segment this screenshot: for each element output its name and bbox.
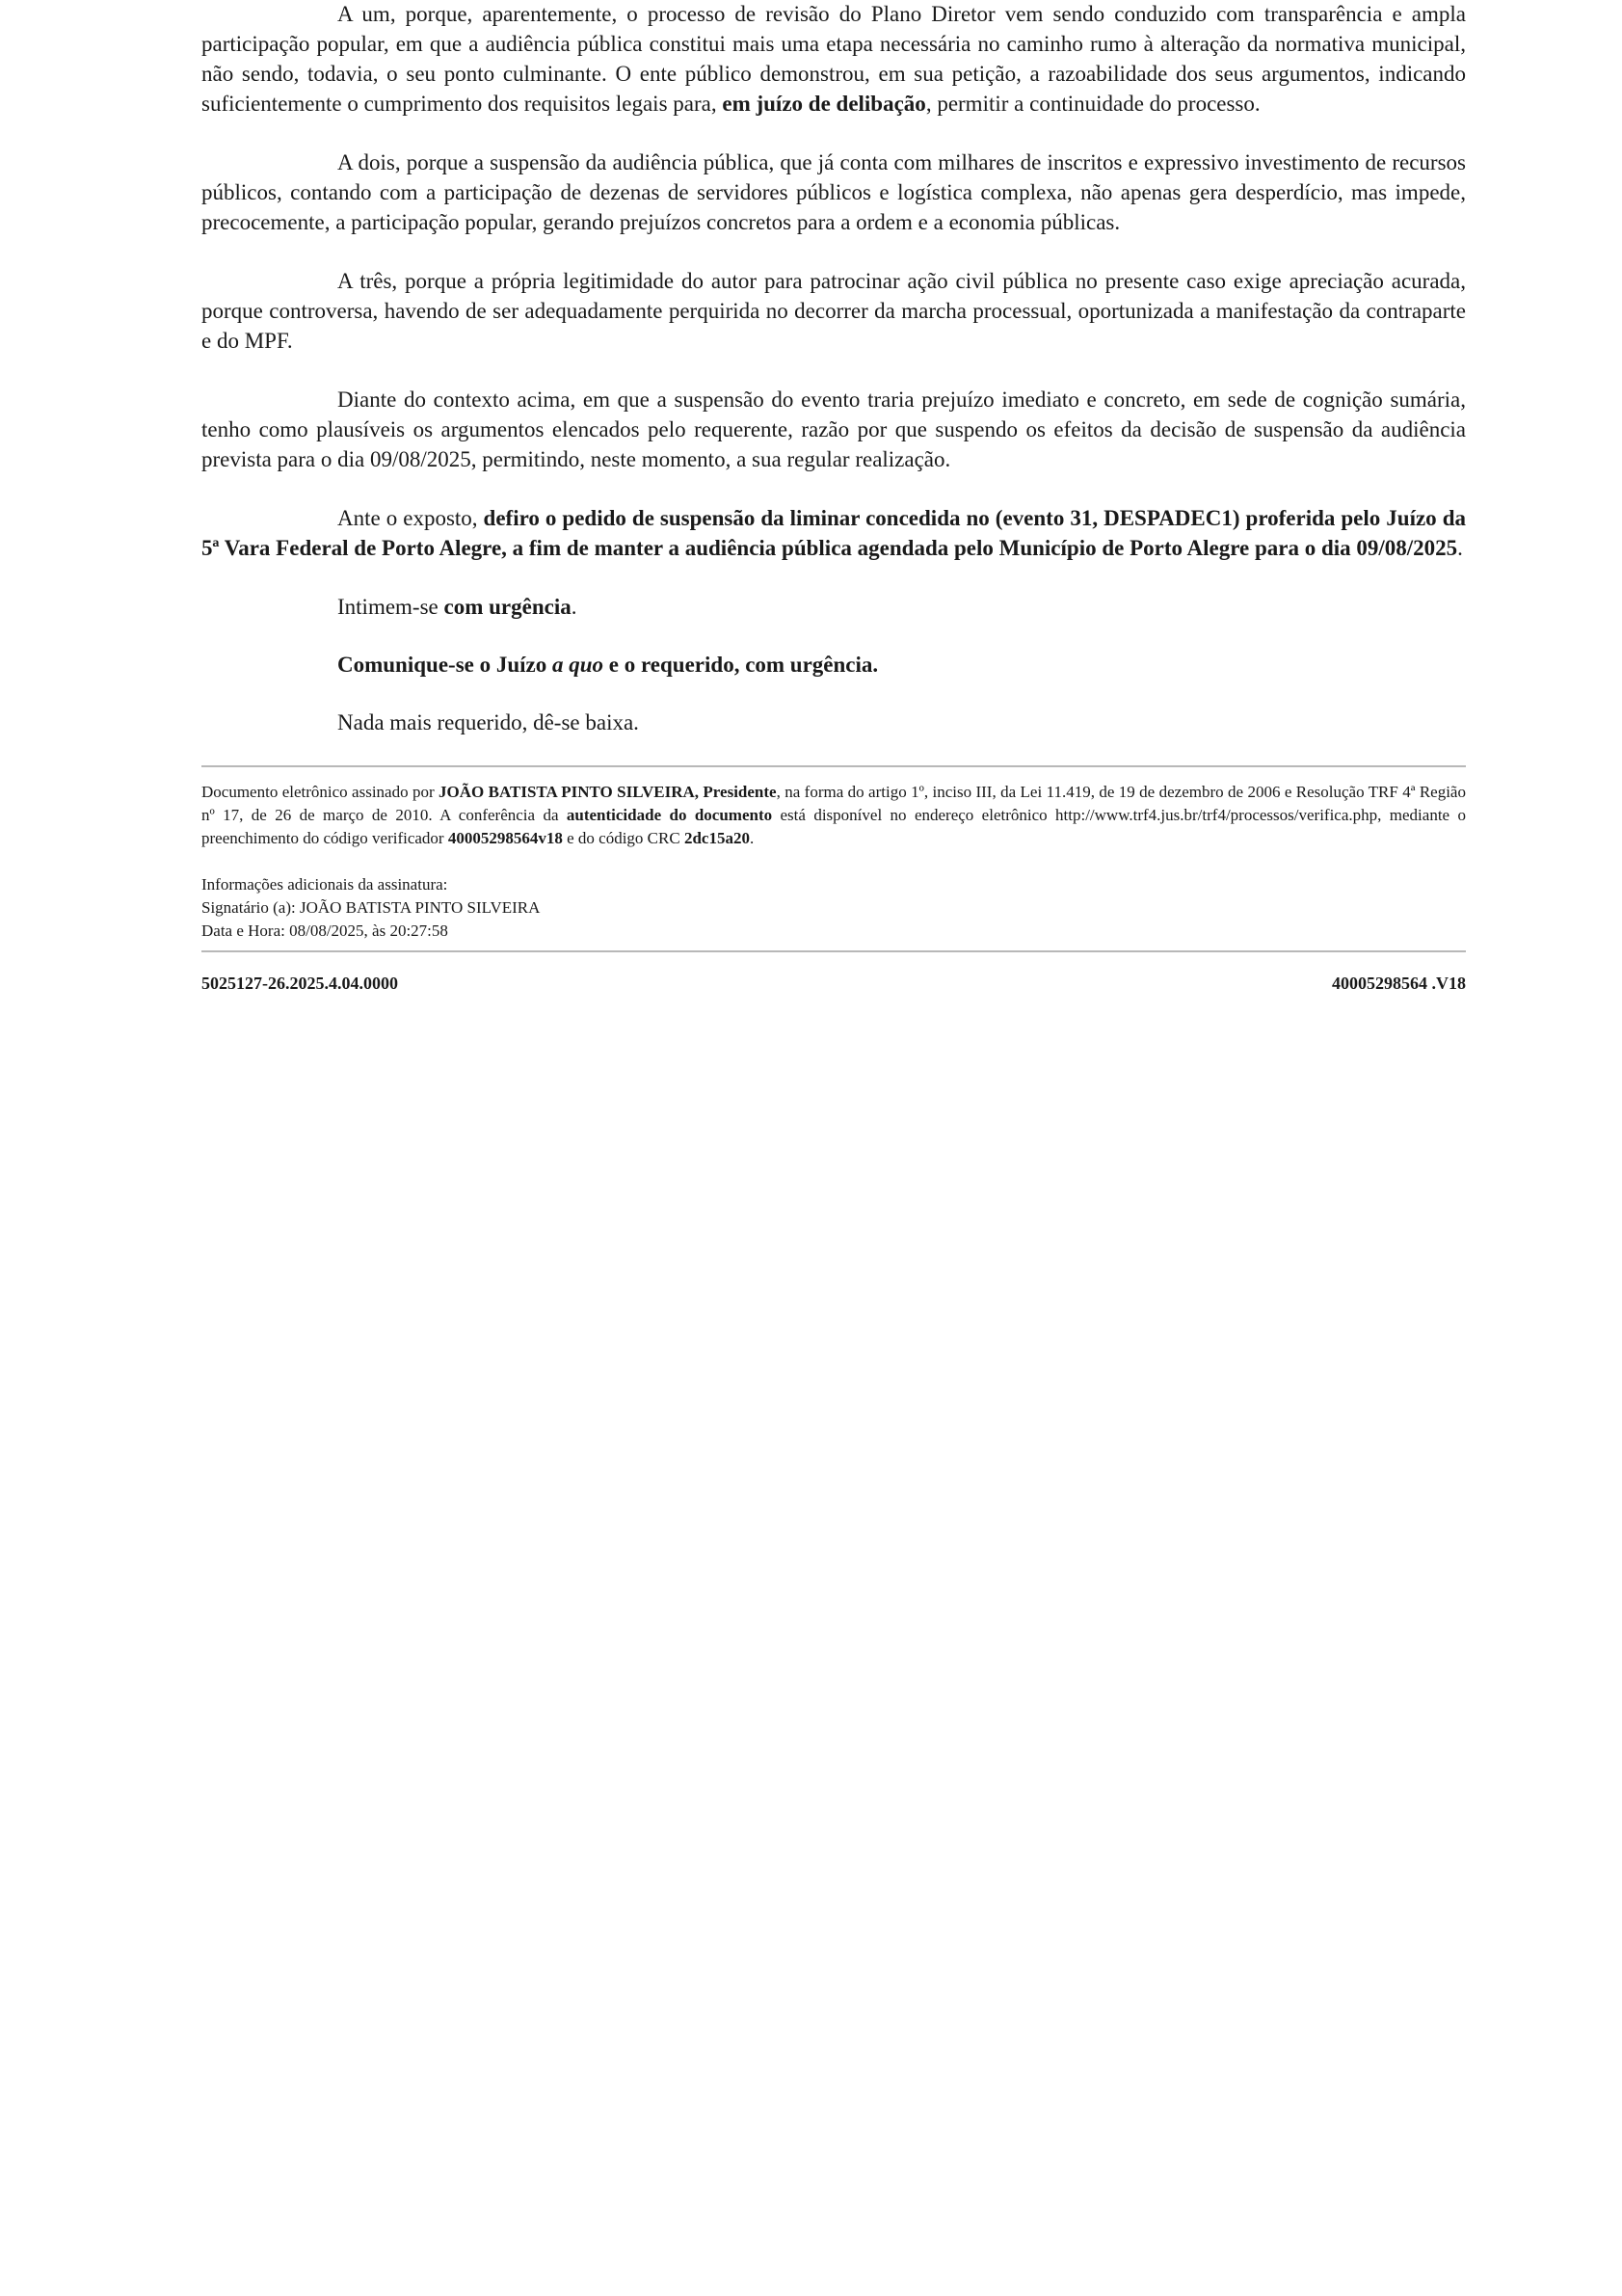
authenticity-label: autenticidade do documento bbox=[566, 806, 773, 824]
signature-text: , na forma do artigo 1º, inciso III, da Lei 11.419, de 19 de dezembro de 2006 e Resolução TRF 4ª Região nº 17, de 26 de março de 2010. A conferência da bbox=[201, 783, 1466, 824]
signature-text: está disponível no endereço eletrônico http://www.trf4.jus.br/trf4/processos/verifica.php, mediante o preenchimento do código verificador bbox=[201, 806, 1466, 847]
paragraph-text: Nada mais requerido, dê-se baixa. bbox=[337, 710, 639, 734]
crc-code: 2dc15a20 bbox=[683, 829, 750, 847]
paragraph-nada-mais bbox=[201, 707, 1466, 737]
signatory-line: Signatário (a): JOÃO BATISTA PINTO SILVEIRA bbox=[201, 898, 541, 917]
paragraph-ante-o-exposto bbox=[201, 503, 1466, 563]
document-code: 40005298564 .V18 bbox=[1332, 974, 1466, 993]
paragraph-text: A dois, porque a suspensão da audiência pública, que já conta com milhares de inscritos e expressivo investimento de recursos públicos, contando com a participação de dezenas de servidores públicos e logística complexa, não apenas gera desperdício, mas impede, precocemente, a participação popular, gerando prejuízos concretos para a ordem e a economia públicas. bbox=[201, 150, 1466, 234]
process-number: 5025127-26.2025.4.04.0000 bbox=[201, 974, 398, 993]
paragraph-bold-italic-text: a quo bbox=[552, 653, 604, 677]
paragraph-text: Diante do contexto acima, em que a suspensão do evento traria prejuízo imediato e concreto, em sede de cognição sumária, tenho como plausíveis os argumentos elencados pelo requerente, razão por que suspendo os efeitos da decisão de suspensão da audiência prevista para o dia 09/08/2025, permitindo, neste momento, a sua regular realização. bbox=[201, 387, 1466, 471]
signature-datetime: Data e Hora: 08/08/2025, às 20:27:58 bbox=[201, 921, 448, 940]
paragraph-text: . bbox=[571, 595, 577, 619]
signature-additional-info bbox=[201, 873, 1466, 943]
paragraph-bold-text: com urgência bbox=[443, 595, 572, 619]
paragraph-bold-text: e o requerido, com urgência. bbox=[603, 653, 879, 677]
footer-divider bbox=[201, 950, 1466, 952]
paragraph-a-um bbox=[201, 0, 1466, 119]
signature-text: e do código CRC bbox=[562, 829, 684, 847]
paragraph-a-dois bbox=[201, 147, 1466, 237]
electronic-signature-statement bbox=[201, 781, 1466, 850]
paragraph-intimem-se bbox=[201, 592, 1466, 622]
signature-text: Documento eletrônico assinado por bbox=[201, 783, 439, 801]
document-footer bbox=[201, 972, 1466, 995]
paragraph-diante bbox=[201, 385, 1466, 474]
ruling-bold-text: defiro o pedido de suspensão da liminar concedida no (evento 31, DESPADEC1) proferida pelo Juízo da 5ª Vara Federal de Porto Alegre, a fim de manter a audiência pública agendada pelo Município de Porto Alegre para o dia 09/08/2025 bbox=[201, 506, 1466, 560]
paragraph-text: A um, porque, aparentemente, o processo de revisão do Plano Diretor vem sendo conduzido com transparência e ampla participação popular, em que a audiência pública constitui mais uma etapa necessária no caminho rumo à alteração da normativa municipal, não sendo, todavia, o seu ponto culminante. O ente público demonstrou, em sua petição, a razoabilidade dos seus argumentos, indicando suficientemente o cumprimento dos requisitos legais para, bbox=[201, 2, 1466, 116]
signature-top-divider bbox=[201, 765, 1466, 767]
paragraph-text: Ante o exposto, bbox=[337, 506, 484, 530]
paragraph-a-tres bbox=[201, 266, 1466, 356]
signature-text: . bbox=[749, 829, 755, 847]
paragraph-text: Intimem-se bbox=[337, 595, 444, 619]
paragraph-text: . bbox=[1457, 536, 1463, 560]
paragraph-text: A três, porque a própria legitimidade do autor para patrocinar ação civil pública no presente caso exige apreciação acurada, porque controversa, havendo de ser adequadamente perquirida no decorrer da marcha processual, oportunizada a manifestação da contraparte e do MPF. bbox=[201, 269, 1466, 353]
paragraph-text: , permitir a continuidade do processo. bbox=[925, 92, 1261, 116]
signer-name: JOÃO BATISTA PINTO SILVEIRA, Presidente bbox=[439, 783, 777, 801]
paragraph-comunique-se bbox=[201, 650, 1466, 680]
document-page bbox=[201, 0, 1466, 995]
paragraph-bold-text: Comunique-se o Juízo bbox=[337, 653, 552, 677]
additional-info-heading: Informações adicionais da assinatura: bbox=[201, 875, 448, 894]
verifier-code: 40005298564v18 bbox=[447, 829, 563, 847]
paragraph-bold-text: em juízo de delibação bbox=[722, 92, 926, 116]
